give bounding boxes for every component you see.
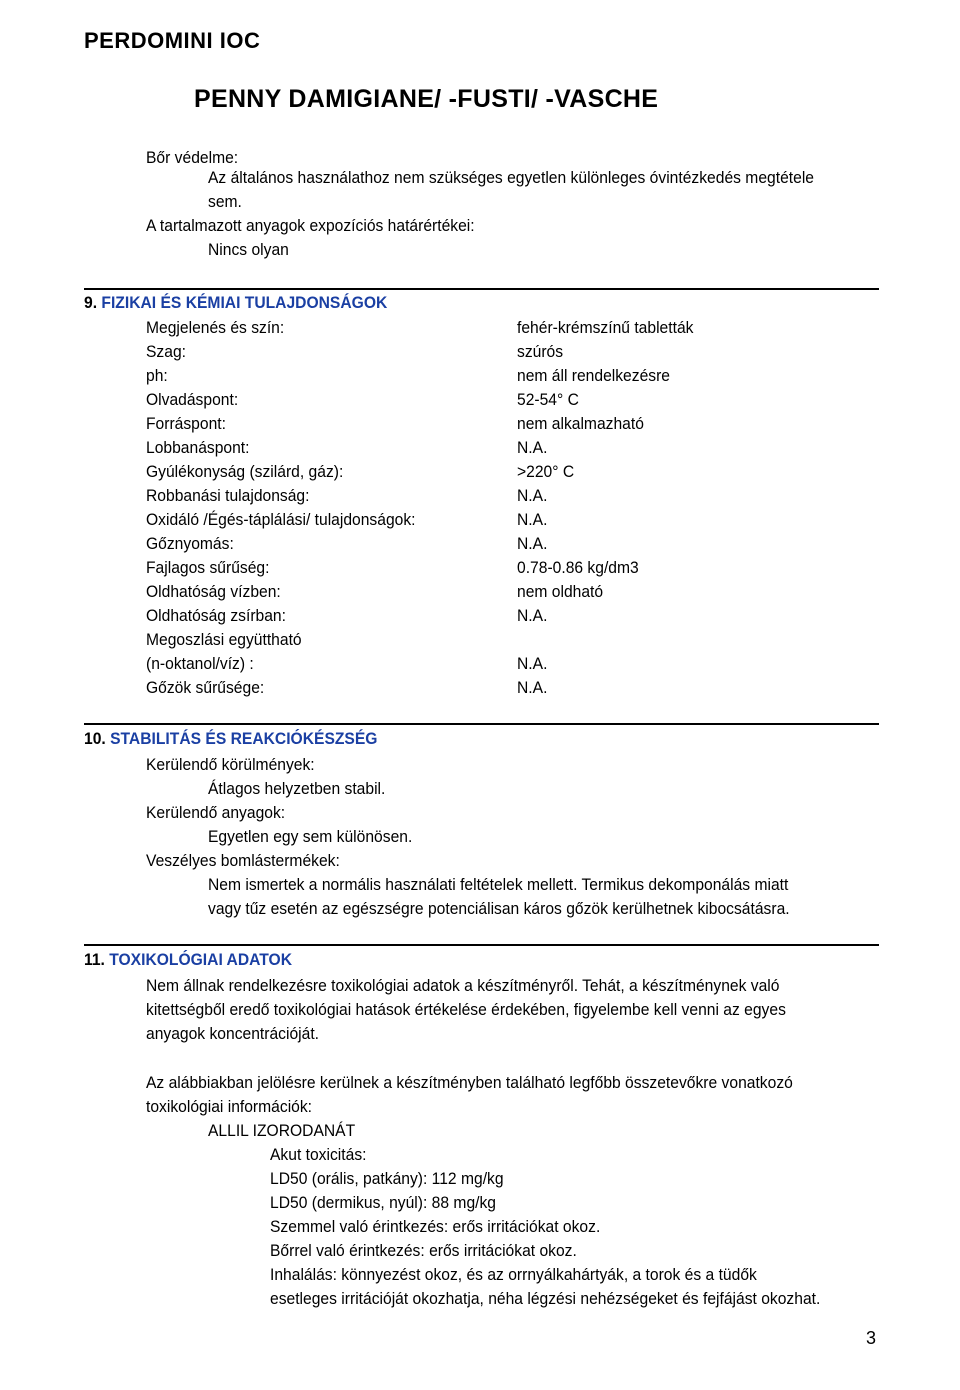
- property-value: N.A.: [517, 606, 548, 625]
- property-label: Fajlagos sűrűség:: [146, 558, 270, 577]
- exposure-limits-value: Nincs olyan: [208, 240, 289, 259]
- tox-detail: Akut toxicitás:: [270, 1145, 367, 1164]
- tox-para1-line3: anyagok koncentrációját.: [146, 1024, 320, 1043]
- exposure-limits-label: A tartalmazott anyagok expozíciós határértékei:: [146, 216, 475, 235]
- tox-detail: Inhalálás: könnyezést okoz, és az orrnyálkahártyák, a torok és a tüdők: [270, 1265, 757, 1284]
- property-label: ph:: [146, 366, 168, 385]
- tox-para2-line2: toxikológiai információk:: [146, 1097, 313, 1116]
- property-value: 0.78-0.86 kg/dm3: [517, 558, 639, 577]
- hazardous-products-label: Veszélyes bomlástermékek:: [146, 851, 340, 870]
- section-9-divider: [84, 288, 879, 290]
- page-number: 3: [865, 1328, 876, 1348]
- hazardous-products-line2: vagy tűz esetén az egészségre potenciálisan káros gőzök kerülhetnek kibocsátásra.: [208, 899, 790, 918]
- property-label: Oldhatóság zsírban:: [146, 606, 286, 625]
- property-value: 52-54° C: [517, 390, 579, 409]
- section-11-number: 11.: [84, 950, 105, 969]
- property-value: N.A.: [517, 510, 548, 529]
- property-value: szúrós: [517, 342, 564, 361]
- property-value: nem alkalmazható: [517, 414, 644, 433]
- skin-protection-label: Bőr védelme:: [146, 148, 239, 167]
- property-value: N.A.: [517, 654, 548, 673]
- property-label: Gőzök sűrűsége:: [146, 678, 265, 697]
- property-label: Lobbanáspont:: [146, 438, 250, 457]
- section-9-title: FIZIKAI ÉS KÉMIAI TULAJDONSÁGOK: [101, 293, 388, 312]
- skin-protection-text-line1: Az általános használathoz nem szükséges egyetlen különleges óvintézkedés megtétele: [208, 168, 814, 187]
- hazardous-products-line1: Nem ismertek a normális használati feltételek mellett. Termikus dekomponálás miatt: [208, 875, 789, 894]
- property-label: Gőznyomás:: [146, 534, 234, 553]
- section-10-divider: [84, 723, 879, 725]
- property-label: Szag:: [146, 342, 187, 361]
- property-value: N.A.: [517, 486, 548, 505]
- tox-detail: Szemmel való érintkezés: erős irritációkat okoz.: [270, 1217, 601, 1236]
- section-11-divider: [84, 944, 879, 946]
- property-label: Gyúlékonyság (szilárd, gáz):: [146, 462, 344, 481]
- tox-para1-line2: kitettségből eredő toxikológiai hatások értékelése érdekében, figyelembe kell venni az egyes: [146, 1000, 786, 1019]
- property-label: Oldhatóság vízben:: [146, 582, 281, 601]
- property-label: Forráspont:: [146, 414, 226, 433]
- section-10-number: 10.: [84, 729, 106, 748]
- tox-detail: esetleges irritációját okozhatja, néha légzési nehézségeket és fejfájást okozhat.: [270, 1289, 821, 1308]
- property-value: N.A.: [517, 534, 548, 553]
- tox-detail: Bőrrel való érintkezés: erős irritációkat okoz.: [270, 1241, 577, 1260]
- substance-name: ALLIL IZORODANÁT: [208, 1121, 356, 1140]
- conditions-to-avoid-value: Átlagos helyzetben stabil.: [208, 779, 386, 798]
- section-9-number: 9.: [84, 293, 98, 312]
- property-value: N.A.: [517, 438, 548, 457]
- section-10-title: STABILITÁS ÉS REAKCIÓKÉSZSÉG: [110, 729, 378, 748]
- tox-detail: LD50 (dermikus, nyúl): 88 mg/kg: [270, 1193, 497, 1212]
- property-label: Megjelenés és szín:: [146, 318, 285, 337]
- skin-protection-text-line2: sem.: [208, 192, 242, 211]
- property-value: N.A.: [517, 678, 548, 697]
- section-11-title: TOXIKOLÓGIAI ADATOK: [109, 950, 293, 969]
- section-9-heading: [84, 293, 387, 313]
- tox-para2-line1: Az alábbiakban jelölésre kerülnek a készítményben található legfőbb összetevőkre vonatkozó: [146, 1073, 793, 1092]
- tox-detail: LD50 (orális, patkány): 112 mg/kg: [270, 1169, 504, 1188]
- property-value: nem áll rendelkezésre: [517, 366, 671, 385]
- product-title: PENNY DAMIGIANE/ -FUSTI/ -VASCHE: [194, 85, 659, 113]
- property-label: Megoszlási együttható: [146, 630, 302, 649]
- tox-para1-line1: Nem állnak rendelkezésre toxikológiai adatok a készítményről. Tehát, a készítménynek való: [146, 976, 780, 995]
- materials-to-avoid-value: Egyetlen egy sem különösen.: [208, 827, 413, 846]
- property-label: Robbanási tulajdonság:: [146, 486, 310, 505]
- materials-to-avoid-label: Kerülendő anyagok:: [146, 803, 286, 822]
- property-value: nem oldható: [517, 582, 604, 601]
- property-label: (n-oktanol/víz) :: [146, 654, 254, 673]
- company-name: PERDOMINI IOC: [84, 28, 261, 53]
- conditions-to-avoid-label: Kerülendő körülmények:: [146, 755, 315, 774]
- property-value: fehér-krémszínű tabletták: [517, 318, 694, 337]
- property-value: >220° C: [517, 462, 575, 481]
- section-11-heading: [84, 950, 292, 970]
- section-10-heading: [84, 729, 377, 749]
- property-label: Oxidáló /Égés-táplálási/ tulajdonságok:: [146, 510, 416, 529]
- property-label: Olvadáspont:: [146, 390, 239, 409]
